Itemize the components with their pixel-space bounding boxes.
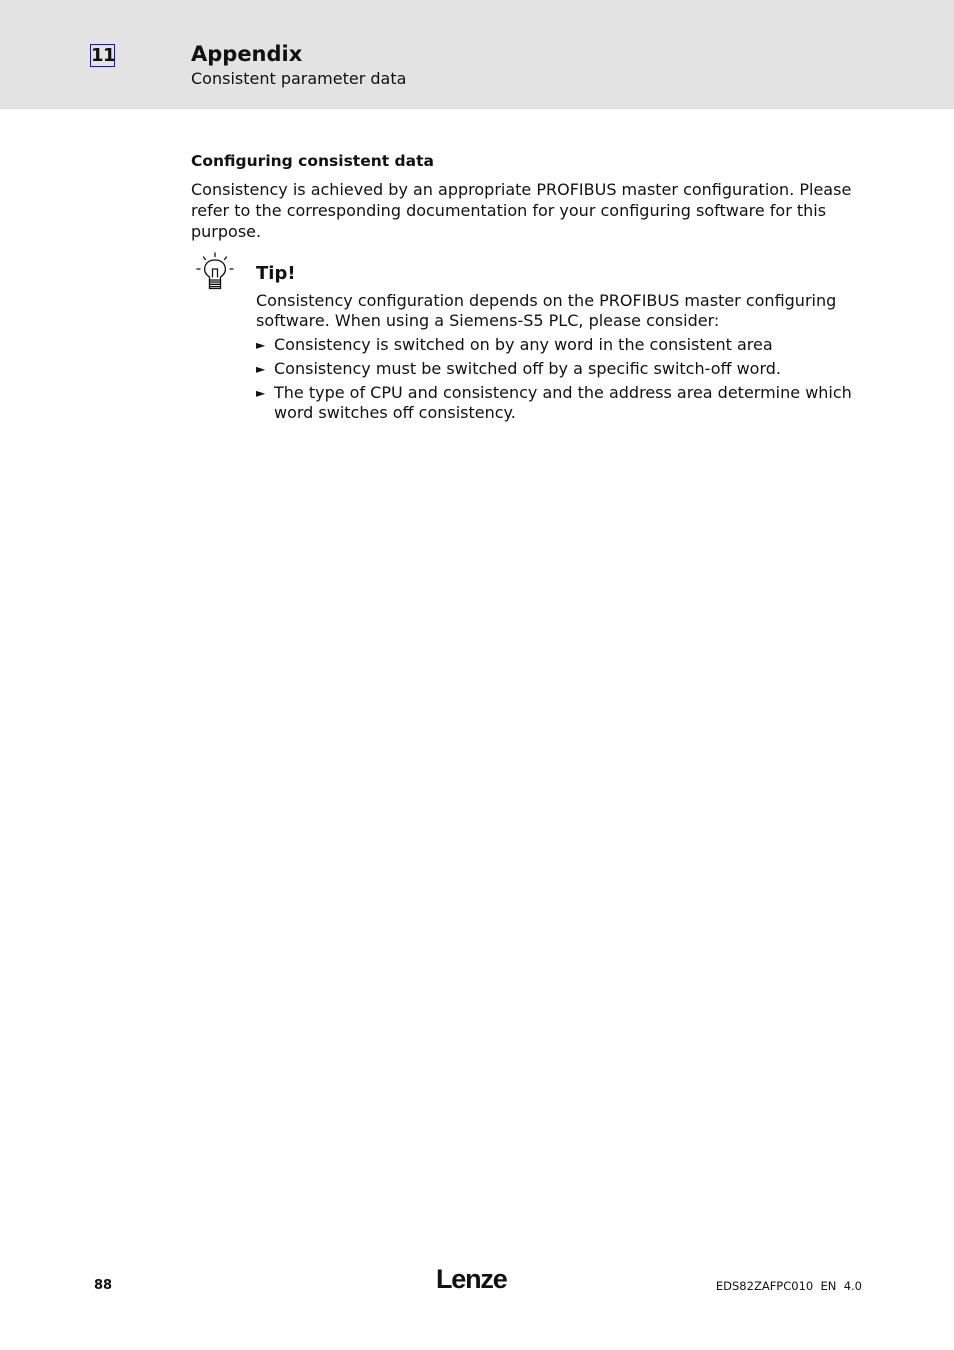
list-item-text: Consistency must be switched off by a specific switch-off word. <box>274 359 781 378</box>
section-paragraph: Consistency is achieved by an appropriate PROFIBUS master configuration. Please refer to the corresponding documentation for your configuring software for this purpose. <box>191 180 852 241</box>
list-item <box>256 383 856 423</box>
page-number: 88 <box>94 1278 113 1293</box>
list-item <box>256 359 856 379</box>
list-item <box>256 335 856 355</box>
chapter-title: Appendix <box>191 42 303 66</box>
bullet-arrow-icon: ► <box>256 386 266 400</box>
tip-block <box>256 262 856 423</box>
lightbulb-icon <box>195 252 235 292</box>
list-item-text: The type of CPU and consistency and the address area determine which word switches off consistency. <box>274 383 852 422</box>
tip-paragraph: Consistency configuration depends on the PROFIBUS master configuring software. When using a Siemens-S5 PLC, please consider: <box>256 291 837 330</box>
lenze-logo: Lenze <box>436 1264 507 1294</box>
list-item-text: Consistency is switched on by any word in the consistent area <box>274 335 773 354</box>
tip-list <box>256 335 856 423</box>
main-content <box>191 151 871 242</box>
section-heading: Configuring consistent data <box>191 152 434 170</box>
chapter-number-link[interactable]: 11 <box>91 45 116 66</box>
document-id: EDS82ZAFPC010 EN 4.0 <box>715 1279 862 1293</box>
tip-heading: Tip! <box>256 263 296 284</box>
bullet-arrow-icon: ► <box>256 338 266 352</box>
bullet-arrow-icon: ► <box>256 362 266 376</box>
chapter-subtitle: Consistent parameter data <box>191 69 407 88</box>
header-band <box>0 0 954 109</box>
